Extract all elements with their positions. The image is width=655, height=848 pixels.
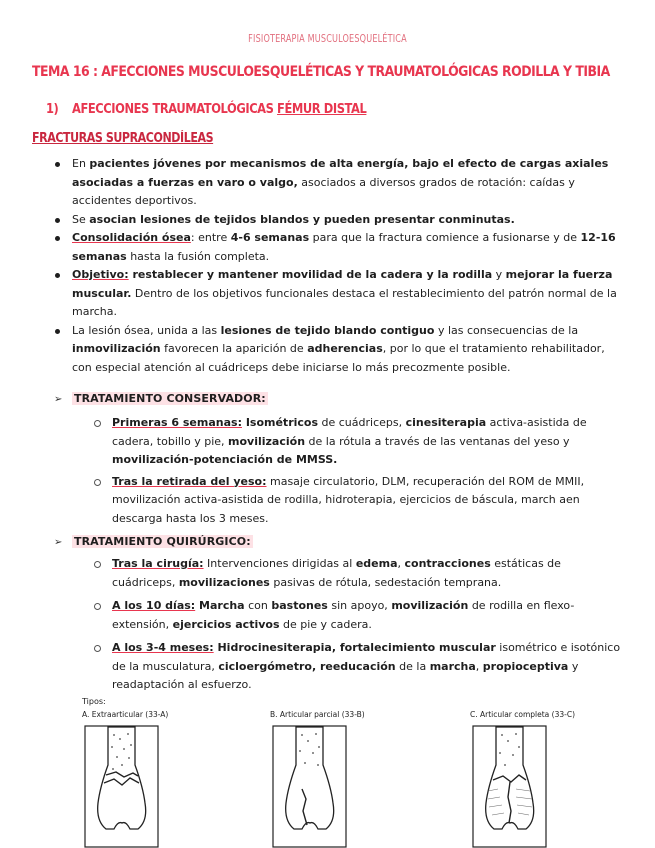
partial-articular-fracture-diagram [272,725,347,848]
circle-bullet-icon [94,420,101,427]
circle-bullet-icon [94,479,101,486]
figure-label-c: C. Articular completa (33-C) [470,710,576,719]
list-item: Tras la retirada del yeso: masaje circulatorio, DLM, recuperación del ROM de MMII, movilización activa-asistida de rodilla, hidroterapia, ejercicios de báscula, march aen descarga hasta los 3 meses. [112,473,622,529]
list-item: Tras la cirugía: Intervenciones dirigidas al edema, contracciones estáticas de cuádriceps, movilizaciones pasivas de rótula, sedestación temprana. [112,555,622,592]
complete-articular-fracture-diagram [472,725,547,848]
section-title-underlined: FÉMUR DISTAL [277,101,367,117]
section-number: 1) [46,101,59,117]
conservative-heading: ➢ TRATAMIENTO CONSERVADOR: [54,392,266,405]
bullet-item: Se asocian lesiones de tejidos blandos y pueden presentar conminutas. [72,211,627,230]
section-title: AFECCIONES TRAUMATOLÓGICAS [71,101,278,117]
circle-bullet-icon [94,645,101,652]
list-item: Primeras 6 semanas: Isométricos de cuádriceps, cinesiterapia activa-asistida de cadera, tobillo y pie, movilización de la rótula a través de las ventanas del yeso y movilización-potenciación de MMSS. [112,414,622,470]
extraarticular-fracture-diagram [84,725,159,848]
bullet-dot [55,236,60,241]
topic-title: TEMA 16 : AFECCIONES MUSCULOESQUELÉTICAS Y TRAUMATOLÓGICAS RODILLA Y TIBIA [32,64,610,80]
course-header: FISIOTERAPIA MUSCULOESQUELÉTICA [248,32,407,45]
circle-bullet-icon [94,603,101,610]
bullet-item: En pacientes jóvenes por mecanismos de alta energía, bajo el efecto de cargas axiales asociadas a fuerzas en varo o valgo, asociados a diversos grados de rotación: caídas y accidentes deportivos. [72,155,627,211]
bullet-item: Objetivo: restablecer y mantener movilidad de la cadera y la rodilla y mejorar la fuerza muscular. Dentro de los objetivos funcionales destaca el restablecimiento del patrón normal de la marcha. [72,266,627,322]
figure-label-b: B. Articular parcial (33-B) [270,710,365,719]
bullet-item: La lesión ósea, unida a las lesiones de tejido blando contiguo y las consecuencias de la inmovilización favorecen la aparición de adherencias, por lo que el tratamiento rehabilitador, con especial atención al cuádriceps debe iniciarse lo más precozmente posible. [72,322,627,378]
arrow-icon: ➢ [54,537,63,548]
conservative-list [112,414,622,528]
subsection-heading: FRACTURAS SUPRACONDÍLEAS [32,131,214,146]
bullet-dot [55,273,60,278]
bullet-list [72,155,627,377]
bullet-dot [55,162,60,167]
bullet-dot [55,218,60,223]
figure-caption: Tipos: [82,697,106,706]
figure-label-a: A. Extraarticular (33-A) [82,710,169,719]
fracture-types-figure [82,697,587,848]
circle-bullet-icon [94,561,101,568]
bullet-item: Consolidación ósea: entre 4-6 semanas para que la fractura comience a fusionarse y de 12-16 semanas hasta la fusión completa. [72,229,627,266]
list-item: A los 10 días: Marcha con bastones sin apoyo, movilización de rodilla en flexo-extensión, ejercicios activos de pie y cadera. [112,597,622,634]
section-heading [46,101,366,117]
surgical-list [112,555,622,695]
bullet-dot [55,329,60,334]
list-item: A los 3-4 meses: Hidrocinesiterapia, fortalecimiento muscular isométrico e isotónico de la musculatura, cicloergómetro, reeducación de la marcha, propioceptiva y readaptación al esfuerzo. [112,639,622,695]
surgical-heading: ➢ TRATAMIENTO QUIRÚRGICO: [54,535,251,548]
arrow-icon: ➢ [54,394,63,405]
